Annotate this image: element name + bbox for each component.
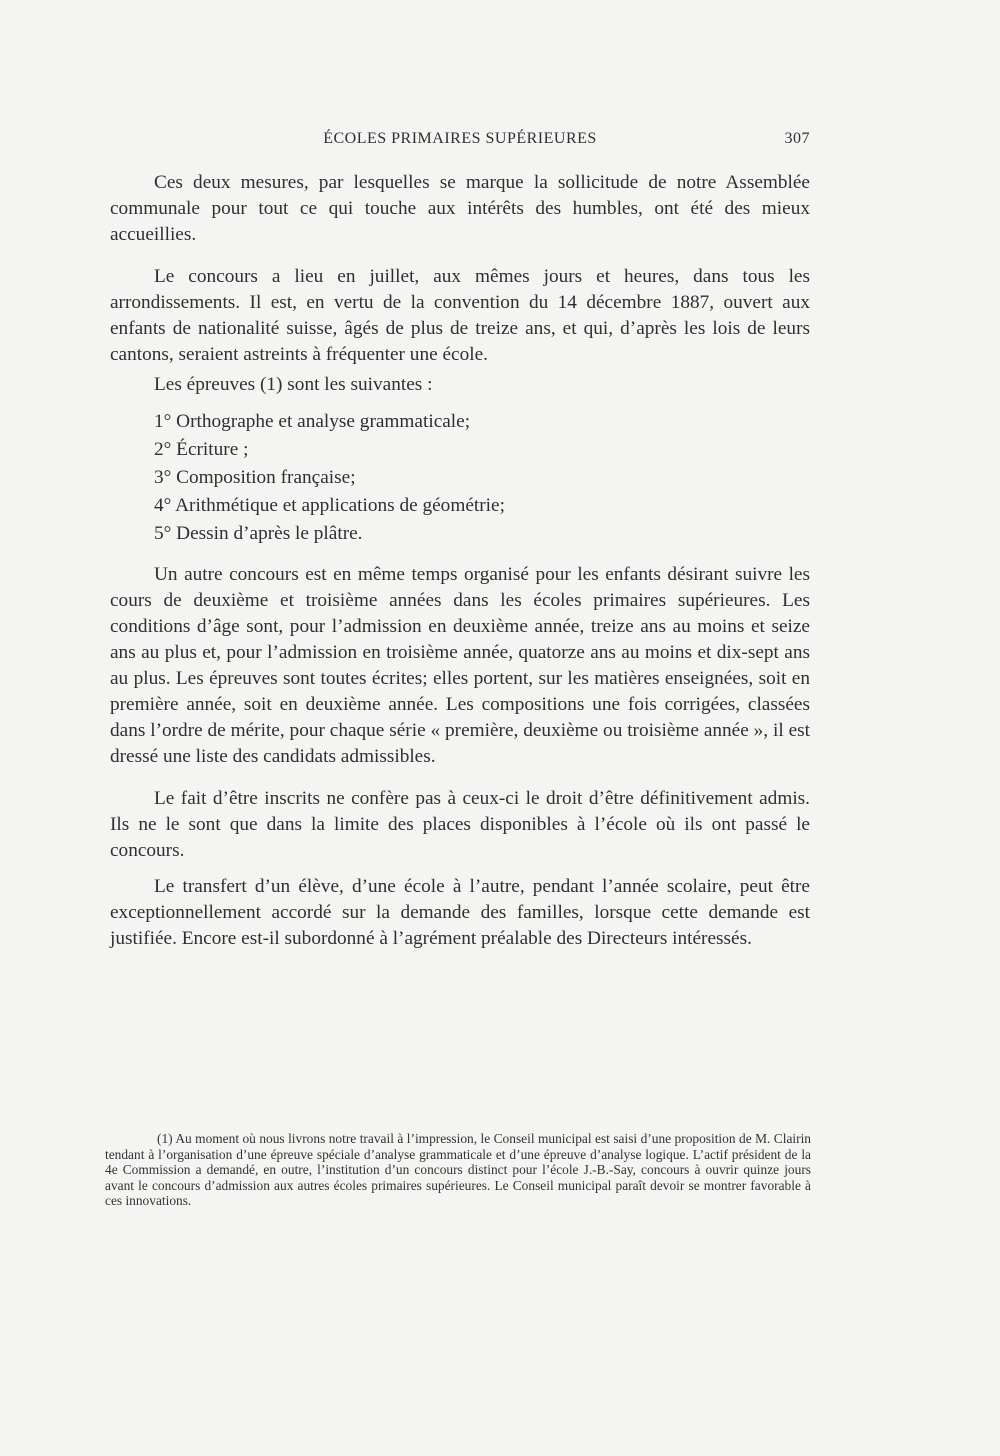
list-item: 1° Orthographe et analyse grammaticale; — [154, 411, 471, 432]
running-head: ÉCOLES PRIMAIRES SUPÉRIEURES — [323, 130, 597, 147]
footnote: (1) Au moment où nous livrons notre travail à l’impression, le Conseil municipal est saisi d’une proposition de M. Clairin tendant à l’organisation d’une épreuve spéciale d’analyse grammaticale et d’une épreuve d’analyse logique. L’actif président de la 4e Commission a demandé, en outre, l’institution d’un concours distinct pour l’école J.-B.-Say, concours à ouvrir quinze jours avant le concours d’admission aux autres écoles primaires supérieures. Le Conseil municipal paraît devoir se montrer favorable à ces innovations. — [105, 1131, 811, 1208]
paragraph-6: Le transfert d’un élève, d’une école à l’autre, pendant l’année scolaire, peut être exceptionnellement accordé sur la demande des familles, lorsque cette demande est justifiée. Encore est-il subordonné à l’agrément préalable des Directeurs intéressés. — [110, 876, 810, 949]
tests-list — [154, 408, 810, 548]
page-header — [110, 130, 810, 154]
page-body — [110, 170, 810, 952]
paragraph-4: Un autre concours est en même temps organisé pour les enfants désirant suivre les cours de deuxième et troisième années dans les écoles primaires supérieures. Les conditions d’âge sont, pour l’admission en deuxième année, treize ans au moins et seize ans au plus et, pour l’admission en troisième année, quatorze ans au moins et dix-sept ans au plus. Les épreuves sont toutes écrites; elles portent, sur les matières enseignées, soit en première année, soit en deuxième année. Les compositions une fois corrigées, classées dans l’ordre de mérite, pour chaque série « première, deuxième ou troisième année », il est dressé une liste des candidats admissibles. — [110, 564, 810, 767]
list-item: 5° Dessin d’après le plâtre. — [154, 523, 363, 544]
page-number: 307 — [784, 130, 810, 147]
list-item: 2° Écriture ; — [154, 439, 249, 460]
list-item: 4° Arithmétique et applications de géométrie; — [154, 495, 505, 516]
paragraph-3: Les épreuves (1) sont les suivantes : — [154, 374, 433, 395]
paragraph-2: Le concours a lieu en juillet, aux mêmes jours et heures, dans tous les arrondissements. Il est, en vertu de la convention du 14 décembre 1887, ouvert aux enfants de nationalité suisse, âgés de plus de treize ans, et qui, d’après les lois de leurs cantons, seraient astreints à fréquenter une école. — [110, 266, 810, 365]
list-item: 3° Composition française; — [154, 467, 356, 488]
paragraph-1: Ces deux mesures, par lesquelles se marque la sollicitude de notre Assemblée communale pour tout ce qui touche aux intérêts des humbles, ont été des mieux accueillies. — [110, 172, 810, 245]
paragraph-5: Le fait d’être inscrits ne confère pas à ceux-ci le droit d’être définitivement admis. Ils ne le sont que dans la limite des places disponibles à l’école où ils ont passé le concours. — [110, 788, 810, 861]
